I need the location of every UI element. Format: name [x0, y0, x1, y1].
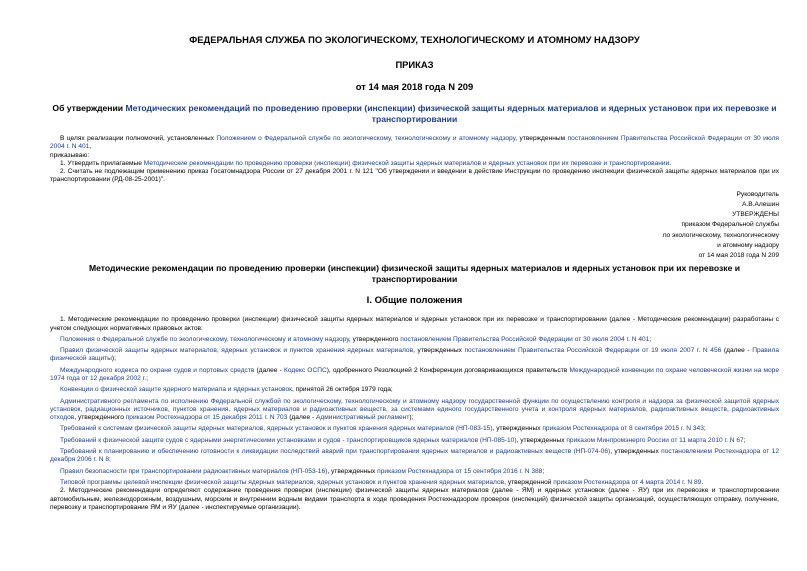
list-item: Международного кодекса по охране судов и портовых средств (далее - Кодекс ОСПС), одобренного Резолюцией 2 Конференции договаривающихся правительств Международной конвенции по охране человеческой жизни на море 1974 года от 12 декабря 2002 г.;: [50, 366, 780, 382]
order-title-link[interactable]: Методических рекомендаций по проведению проверки (инспекции) физической защиты ядерных материалов и ядерных установок при их перевозке и транспортировании: [125, 103, 777, 124]
approval-label: УТВЕРЖДЕНЫ: [732, 211, 779, 219]
signature-block: [50, 190, 779, 261]
signature-name: А.В.Алешин: [742, 200, 779, 208]
order-paragraph: В целях реализации полномочий, установленных Положением о Федеральной службе по экологическому, технологическому и атомному надзору, утвержденным постановлением Правительства Российской Федерации от 30 июля 2004 г. N 401,: [50, 135, 779, 151]
order-item-1: 1. Утвердить прилагаемые Методические рекомендации по проведению проверки (инспекции) физической защиты ядерных материалов и ядерных установок при их перевозке и транспортировании.: [60, 159, 672, 167]
list-item: Конвенции о физической защите ядерного материала и ядерных установок, принятой 26 октября 1979 года;: [60, 386, 393, 394]
approval-line-4: и атомному надзору: [717, 241, 779, 249]
list-item: Типовой программы целевой инспекции физической защиты ядерных материалов, ядерных установок и пунктов хранения ядерных материалов, утвержденной приказом Ростехнадзора от 4 марта 2014 г. N 89.: [60, 478, 704, 486]
agency-name: ФЕДЕРАЛЬНАЯ СЛУЖБА ПО ЭКОЛОГИЧЕСКОМУ, ТЕХНОЛОГИЧЕСКОМУ И АТОМНОМУ НАДЗОРУ: [189, 34, 640, 45]
approval-line-2: приказом Федеральной службы: [681, 221, 779, 229]
list-item: Требований к физической защите судов с ядерными энергетическими установками и судов - транспортировщиков ядерных материалов (НП-085-10), утвержденных приказом Минпромэнерго России от 11 марта 2010 г. N 67;: [60, 436, 746, 444]
list-item: Административного регламента по исполнению Федеральной службой по экологическому, технологическому и атомному надзору государственной функции по осуществлению контроля и надзора за физической защитой ядерных установок, радиационных источников, пунктов хранения, ядерных материалов и радиоактивных веществ, за системами единого государственного учета и контроля ядерных материалов, радиоактивных веществ, радиоактивных отходов, утвержденного приказом Ростехнадзора от 15 декабря 2011 г. N 703 (далее - Административный регламент);: [50, 397, 779, 422]
section-heading: I. Общие положения: [366, 295, 463, 307]
recommendations-title: Методические рекомендации по проведению проверки (инспекции) физической защиты ядерных материалов и ядерных установок при их перевозке и транспортировании: [88, 263, 741, 285]
order-date: от 14 мая 2018 года N 209: [355, 81, 474, 92]
list-item: Требований к планированию и обеспечению готовности к ликвидации последствий аварий при транспортировании ядерных материалов и радиоактивных веществ (НП-074-06), утвержденных постановлением Ростехнадзора от 12 декабря 2006 г. N 8;: [50, 448, 779, 464]
order-command: приказываю:: [50, 151, 90, 159]
doc-type: ПРИКАЗ: [395, 59, 434, 70]
regulation-link[interactable]: Положением о Федеральной службе по экологическому, технологическому и атомному надзору: [216, 135, 516, 142]
approval-date: от 14 мая 2018 года N 209: [698, 252, 779, 259]
resolution-link[interactable]: постановлением Правительства Российской Федерации от 30 июля 2004 г. N 401: [50, 135, 779, 151]
order-title-prefix: Об утверждении: [52, 103, 126, 113]
list-item: Правил безопасности при транспортировании радиоактивных материалов (НП-053-16), утвержденных приказом Ростехнадзора от 15 сентября 2016 г. N 388;: [60, 467, 545, 475]
rec-paragraph-1: 1. Методические рекомендации по проведению проверки (инспекции) физической защиты ядерных материалов и ядерных установок при их перевозке и транспортировании (далее - Методические рекомендации) разработаны с учетом следующих нормативных правовых актов:: [50, 316, 779, 332]
order-body: [50, 135, 779, 185]
list-item: Правил физической защиты ядерных материалов, ядерных установок и пунктов хранения ядерных материалов, утвержденных постановлением Правительства Российской Федерации от 19 июля 2007 г. N 456 (далее - Правила физической защиты);: [50, 347, 779, 363]
recommendations-link[interactable]: Методические рекомендации по проведению проверки (инспекции) физической защиты ядерных материалов и ядерных установок при их перевозке и транспортировании: [143, 159, 670, 167]
list-item: Положения о Федеральной службе по экологическому, технологическому и атомному надзору, утвержденного постановлением Правительства Российской Федерации от 30 июля 2004 г. N 401;: [60, 335, 652, 343]
rec-paragraph-2: 2. Методические рекомендации определяют содержание проведения проверки (инспекции) физической защиты ядерных материалов (далее - ЯМ) и ядерных установок (далее - ЯУ) при их перевозке и транспортировании автомобильным, железнодорожным, воздушным, морским и внутренним водным видами транспорта в ходе проведения Ростехнадзором проверок (инспекций) физической защиты организаций, осуществляющих отправку, получение, перевозку и транспортирование ЯМ и ЯУ (далее - инспектируемые организации).: [50, 487, 779, 511]
approval-line-3: по экологическому, технологическому: [662, 231, 779, 239]
signature-role: Руководитель: [736, 190, 779, 198]
list-item: Требований к системам физической защиты ядерных материалов, ядерных установок и пунктов хранения ядерных материалов (НП-083-15), утвержденных приказом Ростехнадзора от 8 сентября 2015 г. N 343;: [60, 425, 706, 433]
order-title: [50, 103, 779, 125]
recommendations-body: [50, 316, 779, 512]
order-item-2: 2. Считать не подлежащим применению приказ Госатомнадзора России от 27 декабря 2001 г. N 121 "Об утверждении и введении в действие Инструкции по проведению инспекции физической защиты ядерных материалов при их транспортировании (РД-08-25-2001)".: [50, 168, 779, 184]
